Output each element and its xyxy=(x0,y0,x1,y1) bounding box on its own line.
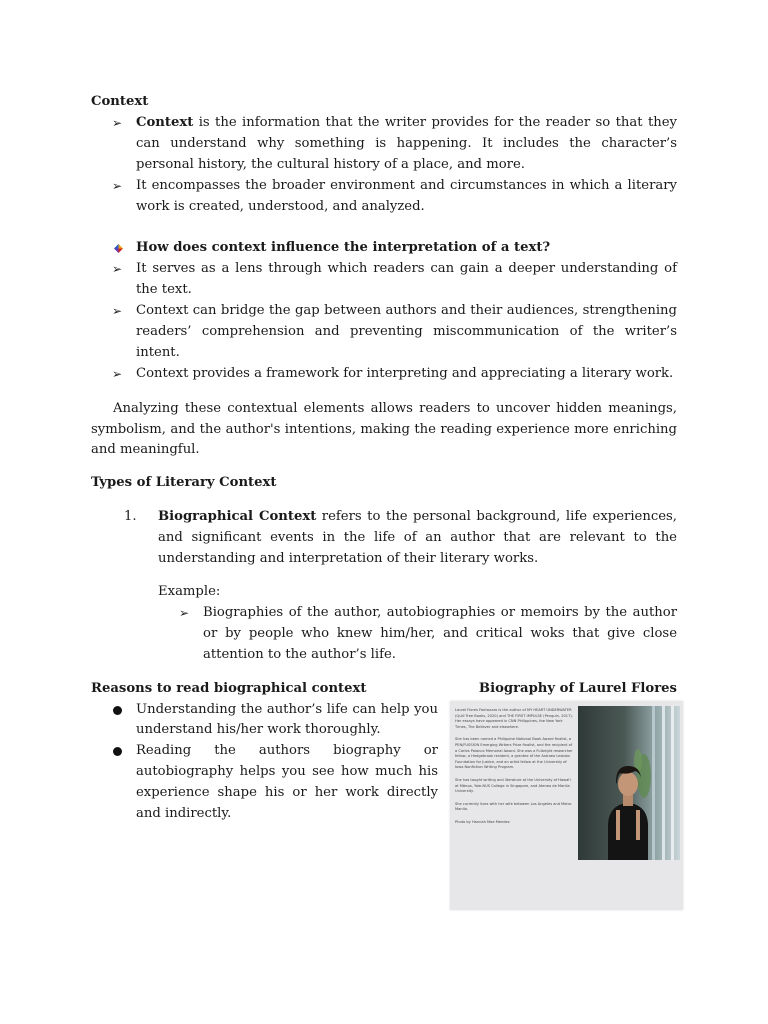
biographical-context-term: Biographical Context xyxy=(158,509,317,525)
photo-credit: Photo by Hannah Mae Mendez xyxy=(455,819,510,824)
arrow-bullet-icon: ➢ xyxy=(179,605,190,620)
item-number: 1. xyxy=(124,509,137,525)
example-bullet-text: Biographies of the author, autobiographies or memoirs by the author or by people who knew him/her, and critical woks that give close attention to the author’s life. xyxy=(203,604,677,662)
biography-text-block xyxy=(455,708,573,833)
influence-list xyxy=(91,259,677,384)
example-bullet xyxy=(179,603,677,666)
influence-question xyxy=(91,238,677,259)
reason-bullet-text: Understanding the author’s life can help you understand his/her work thoroughly. xyxy=(136,701,438,738)
context-term: Context xyxy=(136,114,194,130)
arrow-bullet-icon: ➢ xyxy=(112,304,123,319)
example-label: Example: xyxy=(158,584,221,600)
influence-bullet-text: Context provides a framework for interpreting and appreciating a literary work. xyxy=(136,365,674,381)
bio-paragraph: She has been named a Philippine National Book Award finalist, a PEN/FUSSION Emerging Writers Prize finalist, and the recipient of a Carlos Palanca Memorial Award. She was a Fulbright researcher fellow, a Hedgebrook resident, a grantee of the Astraea Lesbian Foundation for Justice, and an artist fellow at the University of Iowa Nonfiction Writing Program. xyxy=(455,737,573,770)
influence-bullet xyxy=(112,364,677,385)
influence-bullet-text: Context can bridge the gap between authors and their audiences, strengthening readers’ comprehension and preventing miscommunication of the writer’s intent. xyxy=(136,303,677,360)
context-heading: Context xyxy=(91,94,149,109)
example-list xyxy=(91,603,677,666)
bio-paragraph: She currently lives with her wife between Los Angeles and Metro Manila. xyxy=(455,801,572,812)
context-bullet xyxy=(112,113,677,176)
reason-bullet-text: Reading the authors biography or autobiography helps you see how much his experience shape his or her work directly and indirectly. xyxy=(136,743,438,822)
arrow-bullet-icon: ➢ xyxy=(112,366,123,381)
dot-bullet-icon xyxy=(113,747,122,756)
influence-question-text: How does context influence the interpretation of a text? xyxy=(136,240,551,256)
bio-paragraph: She has taught writing and literature at the University of Hawai‘i at Mānoa, Yale-NUS College in Singapore, and Ateneo de Manila University. xyxy=(455,777,572,794)
biography-image xyxy=(450,701,683,910)
arrow-bullet-icon: ➢ xyxy=(112,178,123,193)
context-bullet xyxy=(112,176,677,218)
types-heading: Types of Literary Context xyxy=(91,475,277,491)
reason-bullet xyxy=(136,700,438,742)
context-definition: is the information that the writer provides for the reader so that they can understand why something is happening. It includes the character’s personal history, the cultural history of a place, and more. xyxy=(136,114,677,172)
author-portrait-photo xyxy=(578,706,680,860)
influence-bullet xyxy=(112,259,677,301)
arrow-bullet-icon: ➢ xyxy=(112,262,123,277)
reasons-column xyxy=(91,679,438,825)
context-list xyxy=(91,113,677,218)
numbered-item xyxy=(91,507,677,570)
dot-bullet-icon xyxy=(113,706,122,715)
biography-heading: Biography of Laurel Flores xyxy=(478,680,677,696)
bio-paragraph: Laurel Flores Fantauzzo is the author of MY HEART UNDERWATER (Quill Tree Books, 2020) and THE FIRST IMPULSE (Penguin, 2017). Her essays have appeared in CNN Philippines, the New York Times, The Believer and elsewhere. xyxy=(455,708,573,729)
influence-bullet xyxy=(112,301,677,364)
diamond-bullet-icon xyxy=(114,244,123,253)
arrow-bullet-icon: ➢ xyxy=(112,115,123,130)
analysis-paragraph: Analyzing these contextual elements allows readers to uncover hidden meanings, symbolism, and the author's intentions, making the reading experience more enriching and meaningful. xyxy=(91,400,677,458)
context-environment-text: It encompasses the broader environment and circumstances in which a literary work is created, understood, and analyzed. xyxy=(136,177,677,214)
influence-bullet-text: It serves as a lens through which readers can gain a deeper understanding of the text. xyxy=(136,261,677,298)
reasons-heading: Reasons to read biographical context xyxy=(91,680,367,696)
biographical-context-definition: refers to the personal background, life experiences, and significant events in the life of an author that are relevant to the understanding and interpretation of their literary works. xyxy=(158,509,677,567)
reasons-list xyxy=(91,700,438,825)
reason-bullet xyxy=(136,741,438,825)
